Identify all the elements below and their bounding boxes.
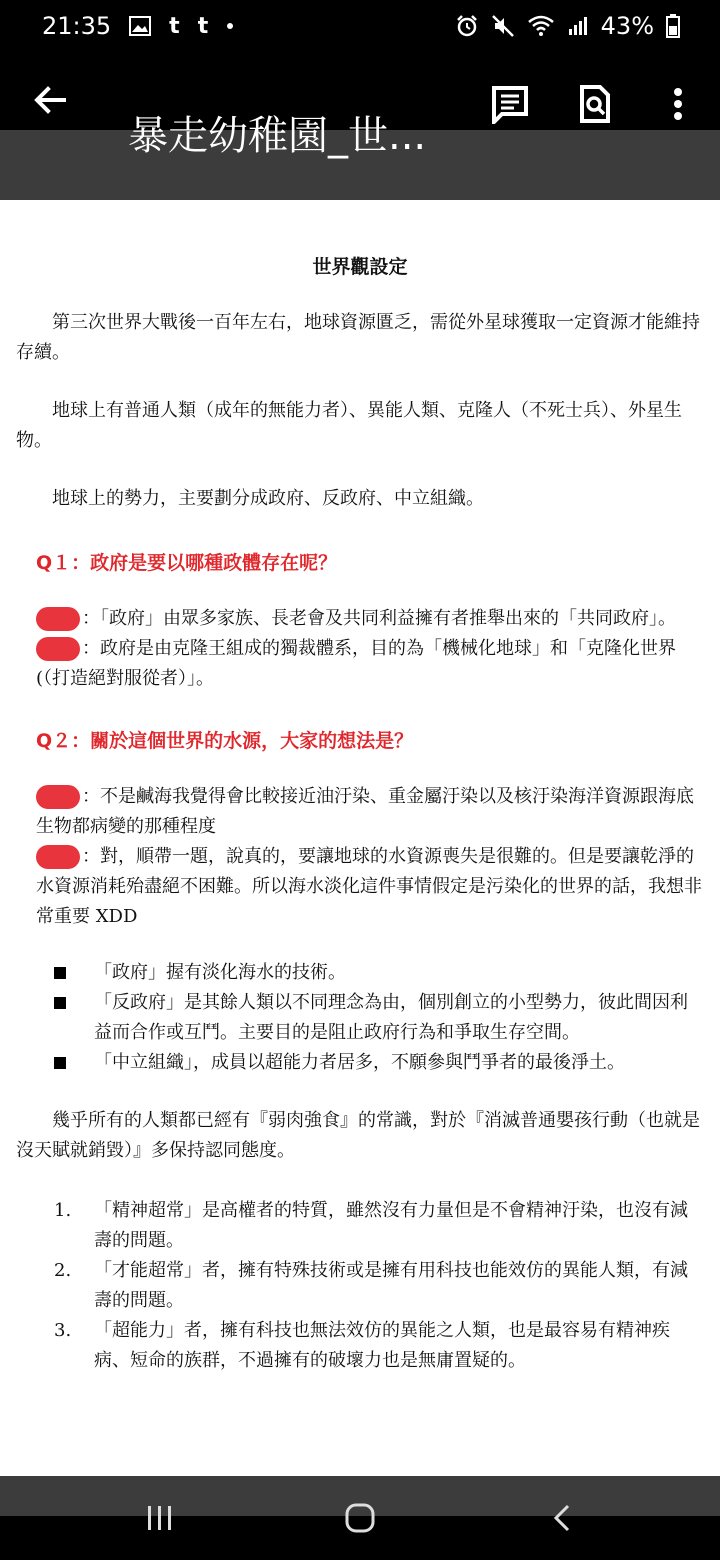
answer-text: ：政府是由克隆王組成的獨裁體系，目的為「機械化地球」和「克隆化世界(（打造絕對服從者）」。	[36, 638, 676, 689]
item-number: 3.	[54, 1320, 72, 1341]
answer-text: ：「政府」由眾多家族、長老會及共同利益擁有者推舉出來的「共同政府」。	[82, 608, 676, 629]
bullet-text: 「反政府」是其餘人類以不同理念為由，個別創立的小型勢力，彼此間因利益而合作或互鬥。主要目的是阻止政府行為和爭取生存空間。	[94, 992, 688, 1043]
document-page[interactable]	[0, 200, 720, 1476]
back-arrow-icon[interactable]	[30, 80, 70, 120]
answer	[36, 842, 706, 932]
battery-icon	[666, 14, 680, 38]
back-nav-icon[interactable]	[550, 1504, 574, 1532]
alarm-icon	[455, 14, 479, 38]
item-number: 2.	[54, 1260, 72, 1281]
paragraph: 地球上的勢力，主要劃分成政府、反政府、中立組織。	[16, 488, 484, 509]
answer	[36, 782, 706, 842]
question-heading: Q１：政府是要以哪種政體存在呢？	[36, 552, 338, 574]
item-text: 「超能力」者，擁有科技也無法效仿的異能之人類，也是最容易有精神疾病、短命的族群，不過擁有的破壞力也是無庸置疑的。	[94, 1320, 670, 1371]
more-options-icon[interactable]	[658, 84, 698, 124]
t-icon: t	[197, 13, 209, 39]
battery-percent: 43%	[600, 12, 654, 40]
bullet-marker	[54, 997, 66, 1009]
status-bar	[0, 0, 720, 56]
bullet-text: 「中立組織」，成員以超能力者居多，不願參與鬥爭者的最後淨土。	[94, 1052, 625, 1073]
question-heading: Q２：關於這個世界的水源，大家的想法是？	[36, 730, 414, 752]
bullet-marker	[54, 1057, 66, 1069]
image-icon	[129, 16, 151, 36]
bullet-text: 「政府」握有淡化海水的技術。	[94, 962, 346, 983]
answer-text: ：對，順帶一題，說真的，要讓地球的水資源喪失是很難的。但是要讓乾淨的水資源消耗殆盡絕不困難。所以海水淡化這件事情假定是污染化的世界的話，我想非常重要 XDD	[36, 846, 702, 927]
item-text: 「精神超常」是高權者的特質，雖然沒有力量但是不會精神汙染，也沒有減壽的問題。	[94, 1200, 688, 1251]
clock: 21:35	[42, 12, 112, 40]
comment-icon[interactable]	[490, 84, 530, 124]
answer	[36, 634, 706, 694]
mute-icon	[491, 14, 515, 38]
paragraph: 地球上有普通人類（成年的無能力者）、異能人類、克隆人（不死士兵）、外星生物。	[16, 400, 682, 451]
paragraph: 第三次世界大戰後一百年左右，地球資源匱乏，需從外星球獲取一定資源才能維持存續。	[16, 312, 700, 363]
answer	[36, 604, 706, 634]
item-number: 1.	[54, 1200, 72, 1221]
wifi-icon	[527, 14, 555, 38]
doc-heading: 世界觀設定	[312, 256, 408, 278]
answer-text: ：不是鹹海我覺得會比較接近油汙染、重金屬汙染以及核汙染海洋資源跟海底生物都病變的那種程度	[36, 786, 694, 837]
signal-icon	[567, 15, 589, 37]
bullet-marker	[54, 967, 66, 979]
home-icon[interactable]	[344, 1502, 376, 1534]
paragraph: 幾乎所有的人類都已經有『弱肉強食』的常識，對於『消滅普通嬰孩行動（也就是沒天賦就銷毀）』多保持認同態度。	[16, 1110, 700, 1161]
search-document-icon[interactable]	[574, 84, 614, 124]
item-text: 「才能超常」者，擁有特殊技術或是擁有用科技也能效仿的異能人類，有減壽的問題。	[94, 1260, 688, 1311]
recent-apps-icon[interactable]	[145, 1504, 175, 1532]
document-title: 暴走幼稚園_世...	[128, 113, 427, 159]
redacted-name	[36, 637, 80, 661]
redacted-name	[36, 607, 80, 631]
redacted-name	[36, 785, 80, 809]
dot-icon	[226, 22, 234, 30]
navigation-bar	[0, 1476, 720, 1560]
t-icon: t	[169, 13, 180, 39]
redacted-name	[36, 845, 80, 869]
